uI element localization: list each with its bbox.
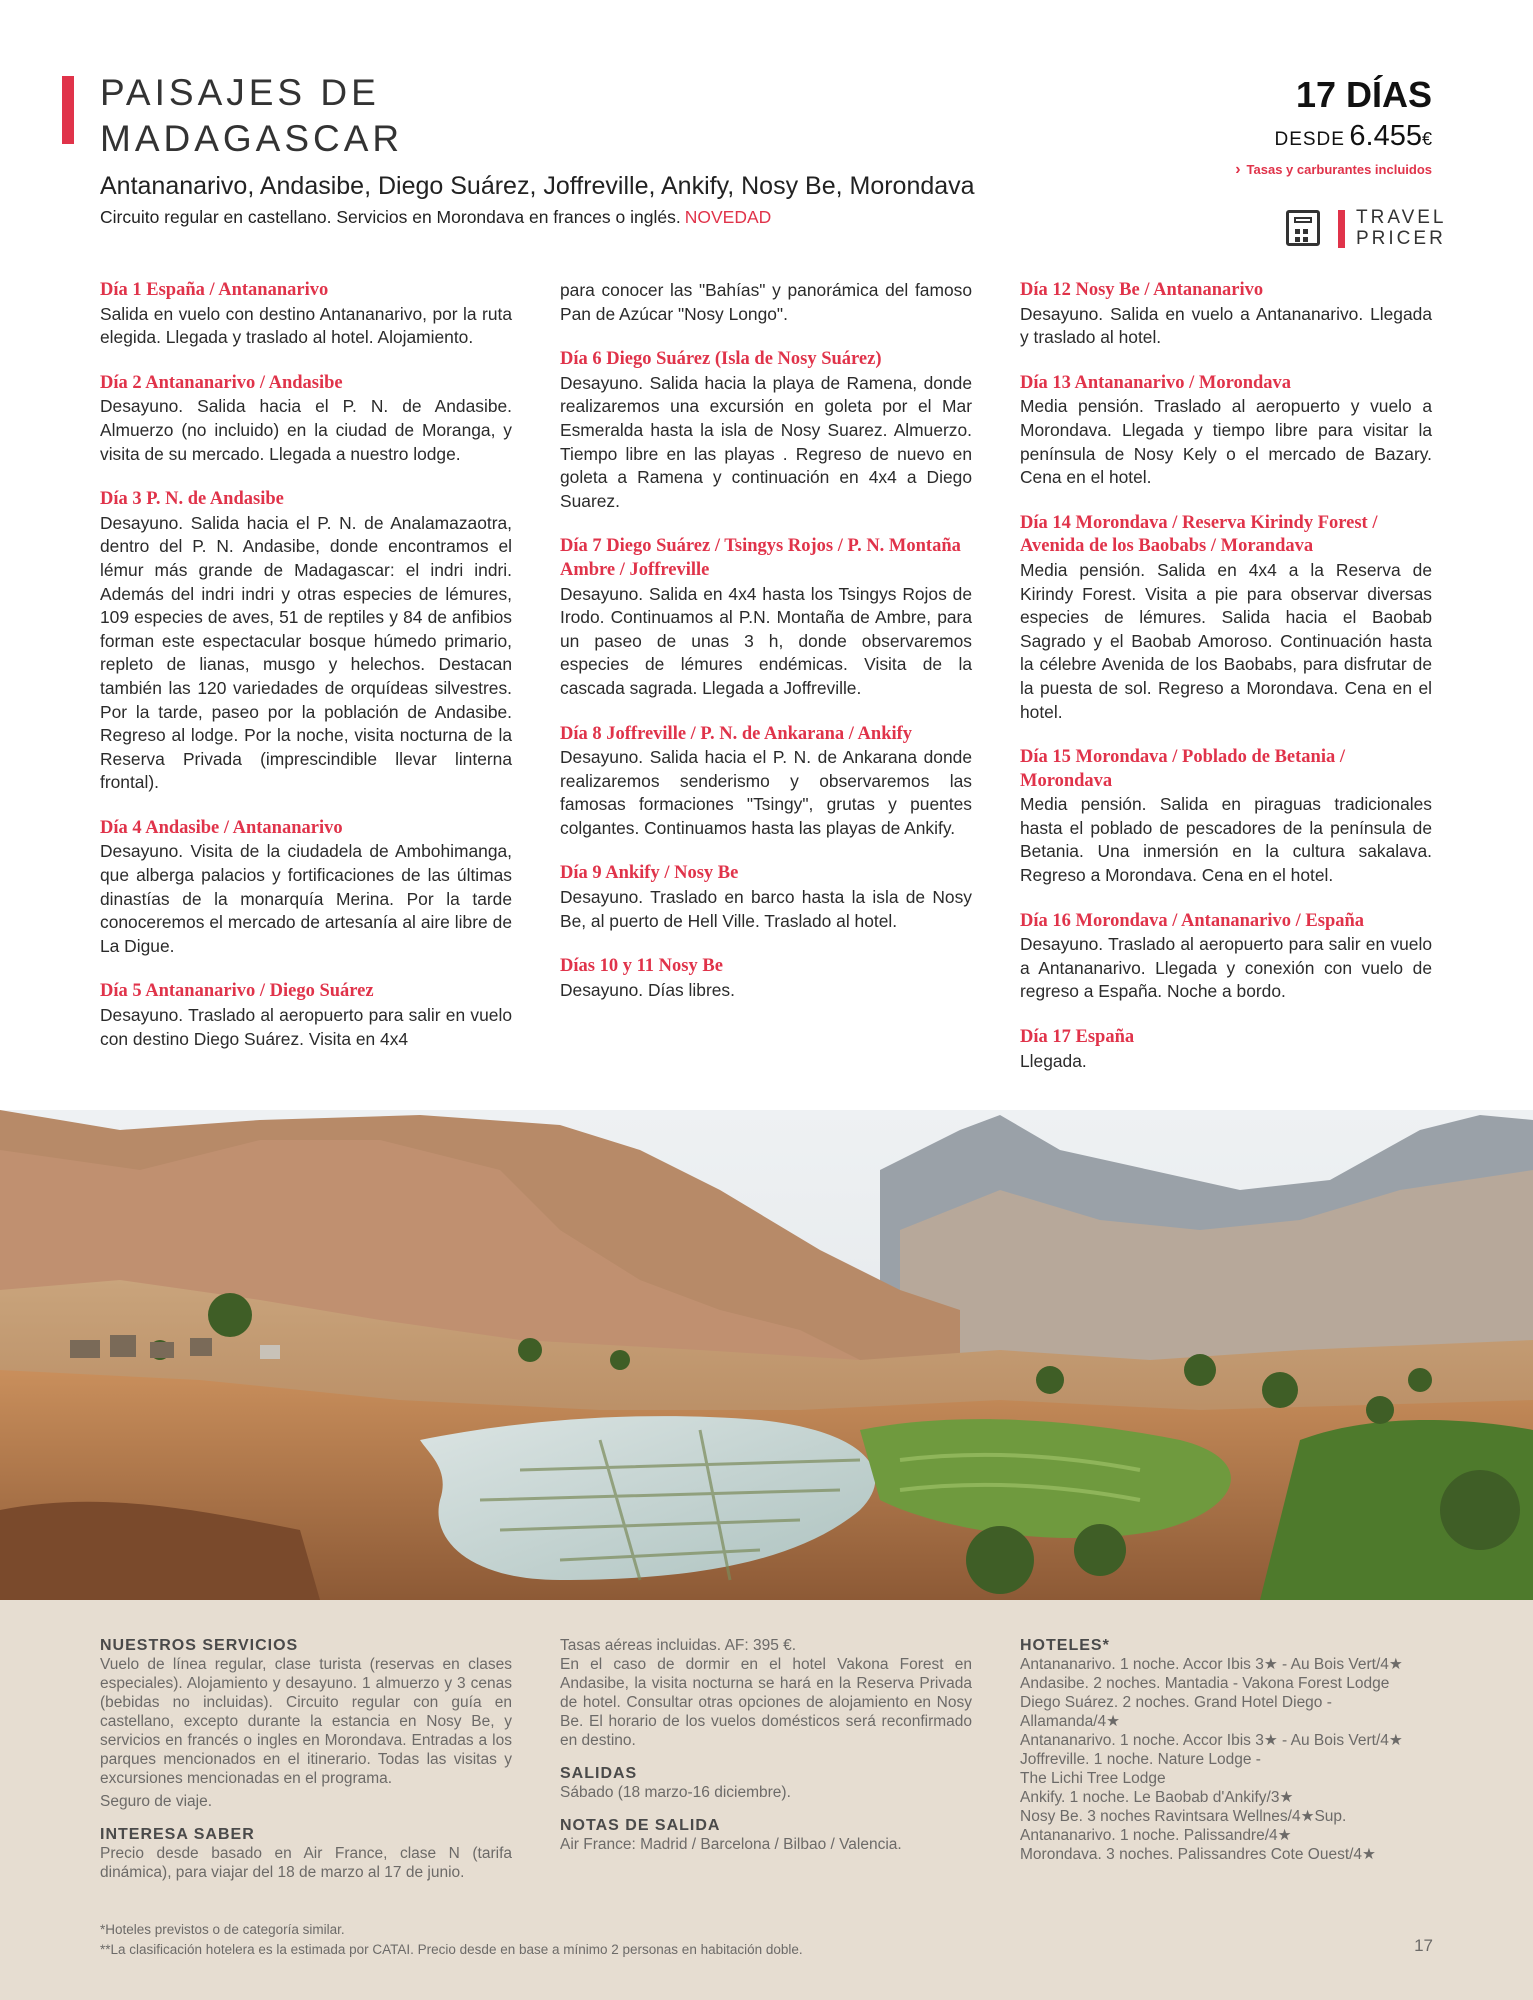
title-line-1: PAISAJES DE <box>100 72 380 113</box>
day-text: para conocer las "Bahías" y panorámica del famoso Pan de Azúcar "Nosy Longo". <box>560 280 972 324</box>
calculator-icon <box>1286 210 1320 246</box>
travel-pricer-accent-bar <box>1338 210 1345 248</box>
chevron-right-icon: › <box>1235 161 1241 178</box>
price-label: DESDE <box>1274 129 1345 150</box>
day-15 <box>1020 746 1432 888</box>
day-13 <box>1020 372 1432 490</box>
day-7 <box>560 535 972 700</box>
hotel-line: Diego Suárez. 2 noches. Grand Hotel Diego - <box>1020 1694 1332 1711</box>
day-title: Día 14 Morondava / Reserva Kirindy Forest / Avenida de los Baobabs / Morandava <box>1020 512 1378 557</box>
day-title: Días 10 y 11 Nosy Be <box>560 956 723 977</box>
salidas-heading: SALIDAS <box>560 1765 638 1782</box>
itinerary-column-2 <box>560 279 972 1024</box>
day-title: Día 8 Joffreville / P. N. de Ankarana / Ankify <box>560 723 913 744</box>
day-16 <box>1020 910 1432 1004</box>
footnotes <box>100 1920 803 1960</box>
circuit-info <box>100 207 771 228</box>
hotel-line: Antananarivo. 1 noche. Palissandre/4★ <box>1020 1827 1292 1844</box>
day-text: Desayuno. Salida hacia el P. N. de Ankarana donde realizaremos senderismo y observaremos las famosas formaciones "Tsingy", grutas y puentes colgantes. Continuamos hasta las playas de Ankify. <box>560 747 972 838</box>
page-title <box>100 70 403 162</box>
info-column-2 <box>560 1636 972 1854</box>
day-5 <box>100 980 512 1051</box>
day-text: Desayuno. Salida hacia el P. N. de Analamazaotra, dentro del P. N. Andasibe, donde encontramos el lémur más grande de Madagascar: el indri indri. Además del indri indri y otras especies de lémures, 109 especies de aves, 51 de reptiles y 84 de anfibios forman este espectacular bosque húmedo primario, repleto de lianas, musgo y helechos. Destacan también las 120 variedades de orquídeas silvestres. Por la tarde, paseo por la población de Andasibe. Regreso al lodge. Por la noche, visita nocturna de la Reserva Privada (imprescindible llevar linterna frontal). <box>100 512 512 793</box>
day-text: Desayuno. Días libres. <box>560 979 735 1000</box>
day-title: Día 4 Andasibe / Antananarivo <box>100 817 343 838</box>
day-title: Día 7 Diego Suárez / Tsingys Rojos / P. N. Montaña Ambre / Joffreville <box>560 536 961 580</box>
interesa-heading: INTERESA SABER <box>100 1826 255 1843</box>
servicios-text: Vuelo de línea regular, clase turista (reservas en clases especiales). Alojamiento y desayuno. 1 almuerzo y 3 cenas (bebidas no incluidas). Circuito regular con guía en castellano, excepto durante la estancia en Nosy Be, y servicios en francés o ingles en Morondava. Entradas a los parques mencionados en el itinerario. Todas las visitas y excursiones mencionadas en el programa. <box>100 1656 512 1787</box>
day-text: Desayuno. Traslado al aeropuerto para salir en vuelo a Antananarivo. Llegada y conexión con vuelo de regreso a España. Noche a bordo. <box>1020 934 1432 1002</box>
day-text: Desayuno. Salida hacia la playa de Ramena, donde realizaremos una excursión en goleta por el Mar Esmeralda hasta la isla de Nosy Suarez. Almuerzo. Tiempo libre en las playas . Regreso de nuevo en goleta a Ramena y continuación en 4x4 a Diego Suarez. <box>560 372 972 511</box>
day-text: Desayuno. Salida en 4x4 hasta los Tsingys Rojos de Irodo. Continuamos al P.N. Montaña de Ambre, para un paseo de unas 3 h, donde observaremos especies de lémures endémicas. Visita de la cascada sagrada. Llegada a Joffreville. <box>560 583 972 698</box>
page-number: 17 <box>1414 1936 1433 1955</box>
price-value: 6.455 <box>1349 120 1422 152</box>
duration: 17 DÍAS <box>1295 74 1432 115</box>
day-text: Media pensión. Salida en piraguas tradicionales hasta el poblado de pescadores de la península de Betania. Una inmersión en la cultura sakalava. Regreso a Morondava. Cena en el hotel. <box>1020 794 1432 886</box>
circuit-info-text: Circuito regular en castellano. Servicios en Morondava en frances o inglés. <box>100 207 681 227</box>
itinerary-column-1 <box>100 279 512 1073</box>
title-accent-bar <box>62 76 74 144</box>
day-title: Día 13 Antananarivo / Morondava <box>1020 372 1292 393</box>
hotel-line: Ankify. 1 noche. Le Baobab d'Ankify/3★ <box>1020 1789 1294 1806</box>
taxes-note-text: Tasas y carburantes incluidos <box>1246 162 1432 177</box>
travel-pricer-line-2: PRICER <box>1356 228 1446 249</box>
itinerary-column-3 <box>1020 279 1432 1095</box>
day-text: Desayuno. Traslado al aeropuerto para salir en vuelo con destino Diego Suárez. Visita en 4x4 <box>100 1005 512 1049</box>
hotel-line: Antananarivo. 1 noche. Accor Ibis 3★ - Au Bois Vert/4★ <box>1020 1732 1403 1749</box>
day-title: Día 3 P. N. de Andasibe <box>100 489 284 510</box>
day-text: Media pensión. Salida en 4x4 a la Reserva de Kirindy Forest. Visita a pie para observar diversas especies de lémures. Salida hacia el Baobab Sagrado y el Baobab Amoroso. Continuación hasta la célebre Avenida de los Baobabs, para disfrutar de la puesta de sol. Regreso a Morondava. Cena en el hotel. <box>1020 559 1432 722</box>
landscape-photo <box>0 1110 1533 1600</box>
day-3 <box>100 488 512 795</box>
interesa-text: Precio desde basado en Air France, clase N (tarifa dinámica), para viajar del 18 de marzo al 17 de junio. <box>100 1845 512 1881</box>
seguro-text: Seguro de viaje. <box>100 1793 213 1810</box>
day-title: Día 16 Morondava / Antananarivo / España <box>1020 910 1365 931</box>
day-text: Desayuno. Salida en vuelo a Antananarivo. Llegada y traslado al hotel. <box>1020 303 1432 348</box>
hotel-line: The Lichi Tree Lodge <box>1020 1770 1166 1787</box>
day-9 <box>560 862 972 933</box>
day-text: Desayuno. Traslado en barco hasta la isla de Nosy Be, al puerto de Hell Ville. Traslado al hotel. <box>560 887 972 931</box>
travel-pricer-logo <box>1356 207 1447 249</box>
day-title: Día 1 España / Antananarivo <box>100 280 329 300</box>
day-17 <box>1020 1026 1432 1073</box>
day-title: Día 15 Morondava / Poblado de Betania / Morondava <box>1020 747 1345 791</box>
price-currency: € <box>1421 129 1432 149</box>
tasas-text: Tasas aéreas incluidas. AF: 395 €. <box>560 1637 797 1654</box>
day-title: Día 6 Diego Suárez (Isla de Nosy Suárez) <box>560 349 882 370</box>
novedad-badge: NOVEDAD <box>684 207 772 227</box>
hotel-line: Antananarivo. 1 noche. Accor Ibis 3★ - Au Bois Vert/4★ <box>1020 1656 1403 1673</box>
route-subtitle: Antananarivo, Andasibe, Diego Suárez, Joffreville, Ankify, Nosy Be, Morondava <box>100 172 975 200</box>
day-title: Día 2 Antananarivo / Andasibe <box>100 372 343 393</box>
info-column-1 <box>100 1636 512 1882</box>
day-text: Desayuno. Visita de la ciudadela de Ambohimanga, que alberga palacios y fortificaciones de las últimas dinastías de la monarquía Merina. Por la tarde conoceremos el mercado de artesanía al aire libre de La Digue. <box>100 841 512 956</box>
info-section <box>0 1600 1533 2000</box>
day-title: Día 12 Nosy Be / Antananarivo <box>1020 280 1264 300</box>
day-title: Día 5 Antananarivo / Diego Suárez <box>100 981 374 1002</box>
day-14 <box>1020 512 1432 724</box>
notas-text: Air France: Madrid / Barcelona / Bilbao / Valencia. <box>560 1836 902 1853</box>
day-text: Desayuno. Salida hacia el P. N. de Andasibe. Almuerzo (no incluido) en la ciudad de Moranga, y visita de su mercado. Llegada a nuestro lodge. <box>100 396 512 464</box>
footnote-2: **La clasificación hotelera es la estimada por CATAI. Precio desde en base a mínimo 2 personas en habitación doble. <box>100 1942 803 1957</box>
hotel-line: Joffreville. 1 noche. Nature Lodge - <box>1020 1751 1261 1768</box>
price <box>1274 120 1432 153</box>
hotel-line: Allamanda/4★ <box>1020 1713 1121 1730</box>
day-1 <box>100 279 512 350</box>
notas-heading: NOTAS DE SALIDA <box>560 1817 721 1834</box>
day-title: Día 17 España <box>1020 1027 1135 1048</box>
footnote-1: *Hoteles previstos o de categoría similar. <box>100 1922 345 1937</box>
day-10-11 <box>560 955 972 1002</box>
hotel-line: Nosy Be. 3 noches Ravintsara Wellnes/4★Sup. <box>1020 1808 1347 1825</box>
day-2 <box>100 372 512 466</box>
salidas-text: Sábado (18 marzo-16 diciembre). <box>560 1784 791 1801</box>
day-5-continued <box>560 279 972 326</box>
hotel-line: Morondava. 3 noches. Palissandres Cote Ouest/4★ <box>1020 1846 1376 1863</box>
day-title: Día 9 Ankify / Nosy Be <box>560 863 739 884</box>
hoteles-heading: HOTELES* <box>1020 1637 1110 1654</box>
day-12 <box>1020 279 1432 350</box>
servicios-heading: NUESTROS SERVICIOS <box>100 1637 299 1654</box>
taxes-note <box>1235 161 1432 179</box>
day-8 <box>560 723 972 841</box>
hotel-line: Andasibe. 2 noches. Mantadia - Vakona Forest Lodge <box>1020 1675 1390 1692</box>
day-6 <box>560 348 972 513</box>
title-line-2: MADAGASCAR <box>100 118 404 159</box>
day-text: Media pensión. Traslado al aeropuerto y vuelo a Morondava. Llegada y tiempo libre para visitar la península de Nosy Kely o el mercado de Bazary. Cena en el hotel. <box>1020 396 1432 488</box>
info-column-3 <box>1020 1636 1432 1864</box>
day-text: Llegada. <box>1020 1050 1087 1071</box>
vakona-text: En el caso de dormir en el hotel Vakona Forest en Andasibe, la visita nocturna se hará en la Reserva Privada de hotel. Consultar otras opciones de alojamiento en Nosy Be. El horario de los vuelos domésticos será reconfirmado en destino. <box>560 1656 972 1749</box>
day-text: Salida en vuelo con destino Antananarivo, por la ruta elegida. Llegada y traslado al hotel. Alojamiento. <box>100 303 512 348</box>
day-4 <box>100 817 512 959</box>
travel-pricer-line-1: TRAVEL <box>1356 207 1447 228</box>
